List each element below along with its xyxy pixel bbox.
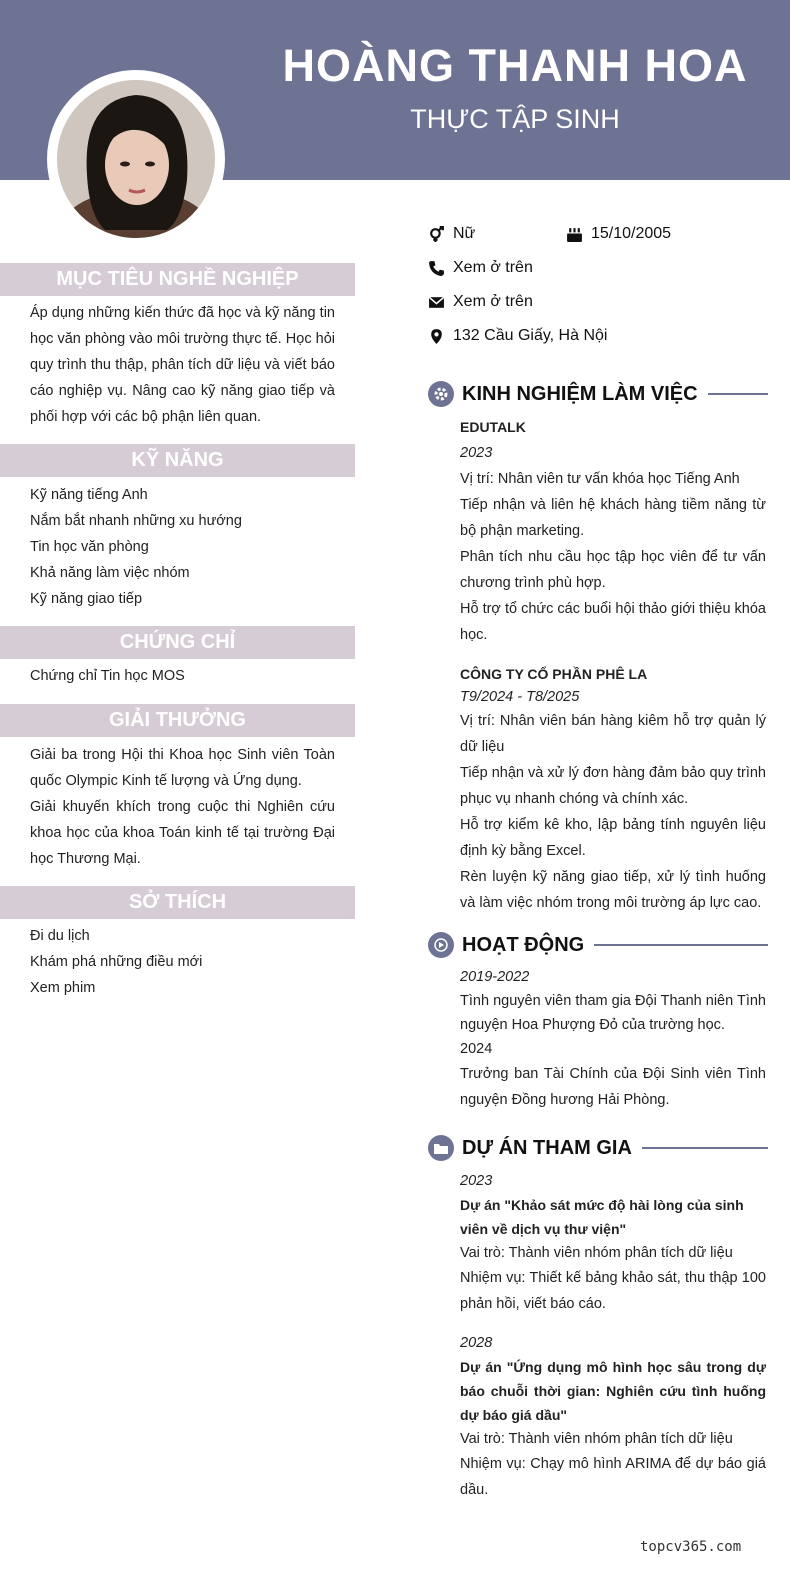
project-name: Dự án "Ứng dụng mô hình học sâu trong dự báo chuỗi thời gian: Nghiên cứu tình huống dự báo giá dầu" (460, 1359, 766, 1423)
divider (594, 944, 768, 946)
job-line: Rèn luyện kỹ năng giao tiếp, xử lý tình huống và làm việc nhóm trong môi trường áp lực cao. (460, 869, 766, 911)
experience-heading: KINH NGHIỆM LÀM VIỆC (462, 382, 698, 405)
job-line: Phân tích nhu cầu học tập học viên để tư vấn chương trình phù hợp. (460, 549, 766, 591)
list-item: Xem phim (30, 980, 96, 996)
skills-heading: KỸ NĂNG (0, 444, 355, 477)
list-item: Nắm bắt nhanh những xu hướng (30, 513, 242, 529)
hobbies-list (30, 923, 335, 1001)
footer-watermark: topcv365.com (640, 1539, 742, 1555)
job-title: THỰC TẬP SINH (410, 104, 620, 134)
certificates-list (30, 663, 335, 689)
gear-icon (428, 381, 454, 407)
email-value: Xem ở trên (453, 293, 533, 310)
folder-icon (428, 1135, 454, 1161)
job-line: Tiếp nhận và xử lý đơn hàng đảm bảo quy trình phục vụ nhanh chóng và chính xác. (460, 765, 766, 807)
cake-icon (566, 226, 583, 243)
activities-heading: HOẠT ĐỘNG (462, 933, 585, 956)
list-item: Khả năng làm việc nhóm (30, 565, 190, 581)
email (428, 293, 533, 311)
skills-list (30, 482, 335, 612)
activity-text: Tình nguyên viên tham gia Đội Thanh niên Tình nguyện Hoa Phượng Đỏ của trường học. (460, 993, 766, 1033)
divider (642, 1147, 768, 1149)
job-line: Vị trí: Nhân viên tư vấn khóa học Tiếng Anh (460, 471, 740, 487)
avatar-photo (57, 80, 215, 238)
dob-value: 15/10/2005 (591, 225, 672, 242)
address-value: 132 Cầu Giấy, Hà Nội (453, 327, 608, 344)
job-line: Vị trí: Nhân viên bán hàng kiêm hỗ trợ quản lý dữ liệu (460, 713, 766, 755)
project-name: Dự án "Khảo sát mức độ hài lòng của sinh viên về dịch vụ thư viện" (460, 1197, 744, 1237)
gender (428, 225, 475, 243)
objective-text: Áp dụng những kiến thức đã học và kỹ năng tin học văn phòng vào môi trường thực tế. Học hỏi quy trình thu thập, phân tích dữ liệu và viết báo cáo nghiệp vụ. Nâng cao kỹ năng giao tiếp và phối hợp với các bộ phận liên quan. (30, 305, 335, 425)
list-item: Chứng chỉ Tin học MOS (30, 668, 185, 684)
awards-list (30, 742, 335, 872)
candidate-name: HOÀNG THANH HOA (282, 40, 748, 91)
envelope-icon (428, 294, 445, 311)
job-period: 2023 (460, 445, 493, 461)
awards-heading: GIẢI THƯỞNG (0, 704, 355, 737)
gender-value: Nữ (453, 225, 476, 242)
activities-list (460, 965, 766, 1113)
divider (708, 393, 768, 395)
list-item: Tin học văn phòng (30, 539, 149, 555)
activities-section-header (428, 930, 768, 960)
project-period: 2028 (460, 1335, 493, 1351)
experience-section-header (428, 379, 768, 409)
avatar (47, 70, 225, 248)
list-item: Giải ba trong Hội thi Khoa học Sinh viên Toàn quốc Olympic Kinh tế lượng và Ứng dụng. (30, 747, 335, 789)
gender-icon (428, 226, 445, 243)
job-line: Hỗ trợ tổ chức các buổi hội thảo giới thiệu khóa học. (460, 601, 767, 643)
list-item: Kỹ năng giao tiếp (30, 591, 143, 607)
company-name: CÔNG TY CỔ PHẦN PHÊ LA (460, 666, 648, 682)
activity-period: 2024 (460, 1041, 493, 1057)
phone (428, 259, 533, 277)
list-item: Khám phá những điều mới (30, 954, 203, 970)
list-item: Giải khuyến khích trong cuộc thi Nghiên cứu khoa học của khoa Toán kinh tế tại trường Đại học Thương Mại. (30, 799, 335, 867)
phone-value: Xem ở trên (453, 259, 533, 276)
job-period: T9/2024 - T8/2025 (460, 689, 580, 705)
project-task: Nhiệm vụ: Chạy mô hình ARIMA để dự báo giá dầu. (460, 1456, 766, 1498)
project-period: 2023 (460, 1173, 493, 1189)
address (428, 327, 607, 345)
location-pin-icon (428, 328, 445, 345)
job-line: Hỗ trợ kiểm kê kho, lập bảng tính nguyên liệu định kỳ bằng Excel. (460, 817, 766, 859)
objective-heading: MỤC TIÊU NGHỀ NGHIỆP (0, 263, 355, 296)
phone-icon (428, 260, 445, 277)
company-name: EDUTALK (460, 419, 526, 435)
projects-heading: DỰ ÁN THAM GIA (462, 1136, 632, 1159)
experience-list (460, 414, 766, 916)
list-item: Kỹ năng tiếng Anh (30, 487, 148, 503)
activity-period: 2019-2022 (460, 969, 530, 985)
date-of-birth (566, 225, 671, 243)
job-line: Tiếp nhận và liên hệ khách hàng tiềm năng từ bộ phận marketing. (460, 497, 766, 539)
hobbies-heading: SỞ THÍCH (0, 886, 355, 919)
list-item: Đi du lịch (30, 928, 90, 944)
activity-text: Trưởng ban Tài Chính của Đội Sinh viên Tình nguyện Đồng hương Hải Phòng. (460, 1066, 766, 1108)
project-role: Vai trò: Thành viên nhóm phân tích dữ liệu (460, 1431, 733, 1447)
certificates-heading: CHỨNG CHỈ (0, 626, 355, 659)
project-role: Vai trò: Thành viên nhóm phân tích dữ liệu (460, 1245, 733, 1261)
projects-section-header (428, 1133, 768, 1163)
project-task: Nhiệm vụ: Thiết kế bảng khảo sát, thu thập 100 phản hồi, viết báo cáo. (460, 1270, 766, 1312)
projects-list (460, 1169, 766, 1503)
play-icon (428, 932, 454, 958)
